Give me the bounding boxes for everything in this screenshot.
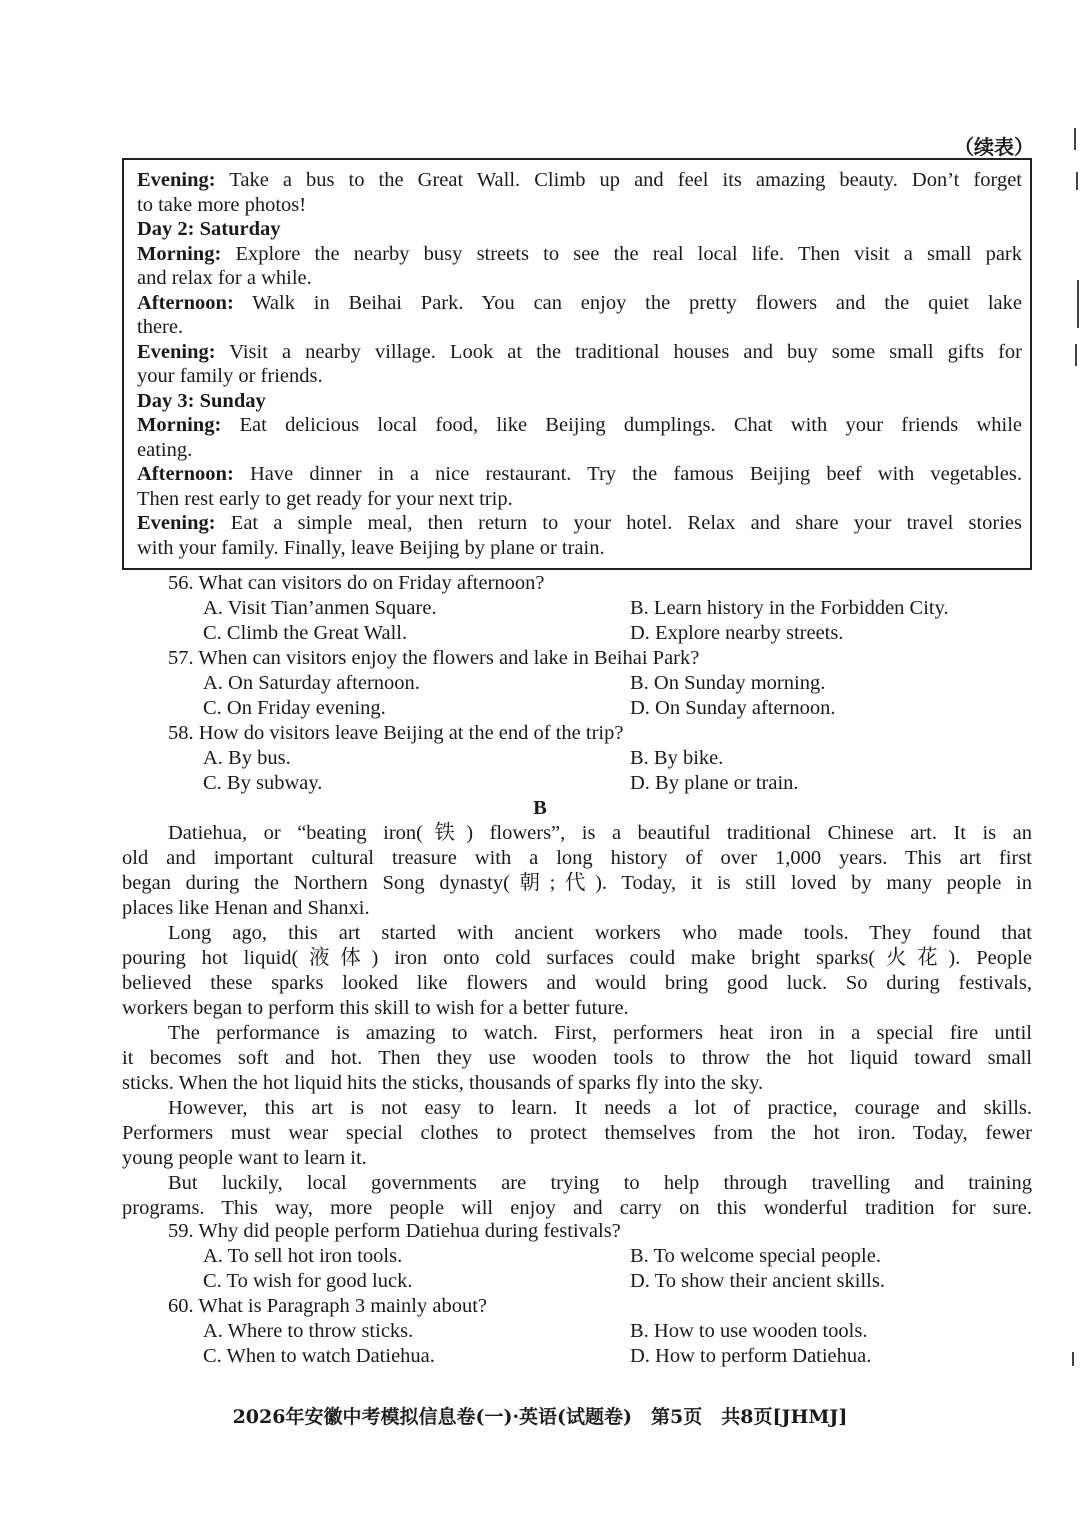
itinerary-time-label: Morning: xyxy=(137,414,222,436)
option-b: B. To welcome special people. xyxy=(630,1245,881,1267)
scan-edge-mark xyxy=(1072,1352,1074,1366)
itinerary-line xyxy=(137,364,1022,389)
itinerary-line xyxy=(137,413,1022,438)
passage-line: pouring hot liquid(液体) iron onto cold surfaces could make bright sparks(火花). People xyxy=(122,947,1032,969)
itinerary-time-label: Evening: xyxy=(137,340,216,363)
itinerary-line xyxy=(137,217,1022,242)
itinerary-time-label: Evening: xyxy=(137,512,216,534)
option-c: C. When to watch Datiehua. xyxy=(203,1345,435,1367)
passage-line: But luckily, local governments are trying to help through travelling and training xyxy=(168,1172,1032,1194)
itinerary-text: Eat a simple meal, then return to your hotel. Relax and share your travel stories xyxy=(215,512,1022,534)
itinerary-text: Visit a nearby village. Look at the traditional houses and buy some small gifts for xyxy=(215,340,1022,363)
continued-label: （续表） xyxy=(954,135,1034,159)
option-d: D. By plane or train. xyxy=(630,772,799,794)
itinerary-text: with your family. Finally, leave Beijing by plane or train. xyxy=(137,536,605,559)
scan-edge-mark xyxy=(1077,280,1079,328)
itinerary-text: and relax for a while. xyxy=(137,267,312,289)
option-c: C. On Friday evening. xyxy=(203,697,386,719)
itinerary-text: Explore the nearby busy streets to see the real local life. Then visit a small park xyxy=(221,242,1022,265)
itinerary-text: there. xyxy=(137,316,184,338)
question-stem: 58. How do visitors leave Beijing at the end of the trip? xyxy=(168,722,624,744)
passage-line: it becomes soft and hot. Then they use wooden tools to throw the hot liquid toward small xyxy=(122,1047,1032,1069)
itinerary-time-label: Afternoon: xyxy=(137,291,234,314)
option-b: B. How to use wooden tools. xyxy=(630,1320,868,1342)
itinerary-line xyxy=(137,291,1022,316)
passage-line: programs. This way, more people will enjoy and carry on this wonderful tradition for sure. xyxy=(122,1197,1032,1219)
option-a: A. To sell hot iron tools. xyxy=(203,1245,403,1267)
option-b: B. On Sunday morning. xyxy=(630,672,826,694)
passage-line: young people want to learn it. xyxy=(122,1147,367,1169)
scan-edge-mark xyxy=(1075,344,1077,366)
itinerary-text: Walk in Beihai Park. You can enjoy the pretty flowers and the quiet lake xyxy=(233,291,1022,314)
option-d: D. On Sunday afternoon. xyxy=(630,697,836,719)
itinerary-text: Have dinner in a nice restaurant. Try the famous Beijing beef with vegetables. xyxy=(233,463,1022,485)
itinerary-line xyxy=(137,462,1022,487)
itinerary-time-label: Morning: xyxy=(137,242,222,265)
itinerary-text: eating. xyxy=(137,438,193,461)
itinerary-text: your family or friends. xyxy=(137,365,323,387)
question-stem: 57. When can visitors enjoy the flowers and lake in Beihai Park? xyxy=(168,647,700,669)
itinerary-time-label: Day 3: Sunday xyxy=(137,389,266,412)
option-a: A. Where to throw sticks. xyxy=(203,1320,414,1342)
itinerary-text: Then rest early to get ready for your next trip. xyxy=(137,487,513,510)
question-stem: 60. What is Paragraph 3 mainly about? xyxy=(168,1295,488,1317)
itinerary-line xyxy=(137,193,1022,218)
option-d: D. To show their ancient skills. xyxy=(630,1270,885,1292)
passage-line: However, this art is not easy to learn. It needs a lot of practice, courage and skills. xyxy=(168,1097,1032,1119)
itinerary-line xyxy=(137,536,1022,561)
itinerary-line xyxy=(137,389,1022,414)
passage-line: believed these sparks looked like flowers and would bring good luck. So during festivals, xyxy=(122,972,1032,994)
question-stem: 59. Why did people perform Datiehua during festivals? xyxy=(168,1220,621,1242)
itinerary-line xyxy=(137,242,1022,267)
itinerary-text: to take more photos! xyxy=(137,193,307,216)
passage-line: workers began to perform this skill to wish for a better future. xyxy=(122,997,629,1019)
option-a: A. Visit Tian’anmen Square. xyxy=(203,597,437,619)
itinerary-line xyxy=(137,511,1022,536)
option-d: D. Explore nearby streets. xyxy=(630,622,844,644)
itinerary-time-label: Afternoon: xyxy=(137,463,234,485)
option-a: A. On Saturday afternoon. xyxy=(203,672,420,694)
scan-edge-mark xyxy=(1076,172,1078,190)
option-b: B. Learn history in the Forbidden City. xyxy=(630,597,949,619)
itinerary-text: Take a bus to the Great Wall. Climb up and feel its amazing beauty. Don’t forget xyxy=(215,169,1022,191)
passage-b xyxy=(122,821,1032,1221)
itinerary-time-label: Evening: xyxy=(137,169,216,191)
option-b: B. By bike. xyxy=(630,747,724,769)
itinerary-table xyxy=(122,158,1032,570)
option-c: C. To wish for good luck. xyxy=(203,1270,413,1292)
itinerary-time-label: Day 2: Saturday xyxy=(137,218,281,240)
question-stem: 56. What can visitors do on Friday afternoon? xyxy=(168,572,545,594)
passage-line: Long ago, this art started with ancient workers who made tools. They found that xyxy=(168,922,1032,944)
option-c: C. Climb the Great Wall. xyxy=(203,622,408,644)
passage-line: places like Henan and Shanxi. xyxy=(122,897,370,919)
scan-edge-mark xyxy=(1074,128,1076,150)
itinerary-line xyxy=(137,487,1022,512)
passage-line: old and important cultural treasure with a long history of over 1,000 years. This art first xyxy=(122,847,1032,869)
section-b-heading: B xyxy=(533,797,547,819)
itinerary-text: Eat delicious local food, like Beijing dumplings. Chat with your friends while xyxy=(221,414,1022,436)
passage-line: Datiehua, or “beating iron(铁) flowers”, is a beautiful traditional Chinese art. It is an xyxy=(168,822,1032,844)
passage-line: sticks. When the hot liquid hits the sticks, thousands of sparks fly into the sky. xyxy=(122,1072,764,1094)
passage-line: The performance is amazing to watch. First, performers heat iron in a special fire until xyxy=(168,1022,1032,1044)
itinerary-line xyxy=(137,438,1022,463)
itinerary-line xyxy=(137,340,1022,365)
passage-line: began during the Northern Song dynasty(朝;代). Today, it is still loved by many people in xyxy=(122,872,1032,894)
page-footer: 2026年安徽中考模拟信息卷(一)·英语(试题卷) 第5页 共8页[JHMJ] xyxy=(232,1406,848,1428)
option-c: C. By subway. xyxy=(203,772,323,794)
passage-line: Performers must wear special clothes to protect themselves from the hot iron. Today, fewer xyxy=(122,1122,1032,1144)
itinerary-line xyxy=(137,315,1022,340)
option-a: A. By bus. xyxy=(203,747,291,769)
itinerary-lines xyxy=(137,168,1022,560)
option-d: D. How to perform Datiehua. xyxy=(630,1345,872,1367)
itinerary-line xyxy=(137,266,1022,291)
itinerary-line xyxy=(137,168,1022,193)
